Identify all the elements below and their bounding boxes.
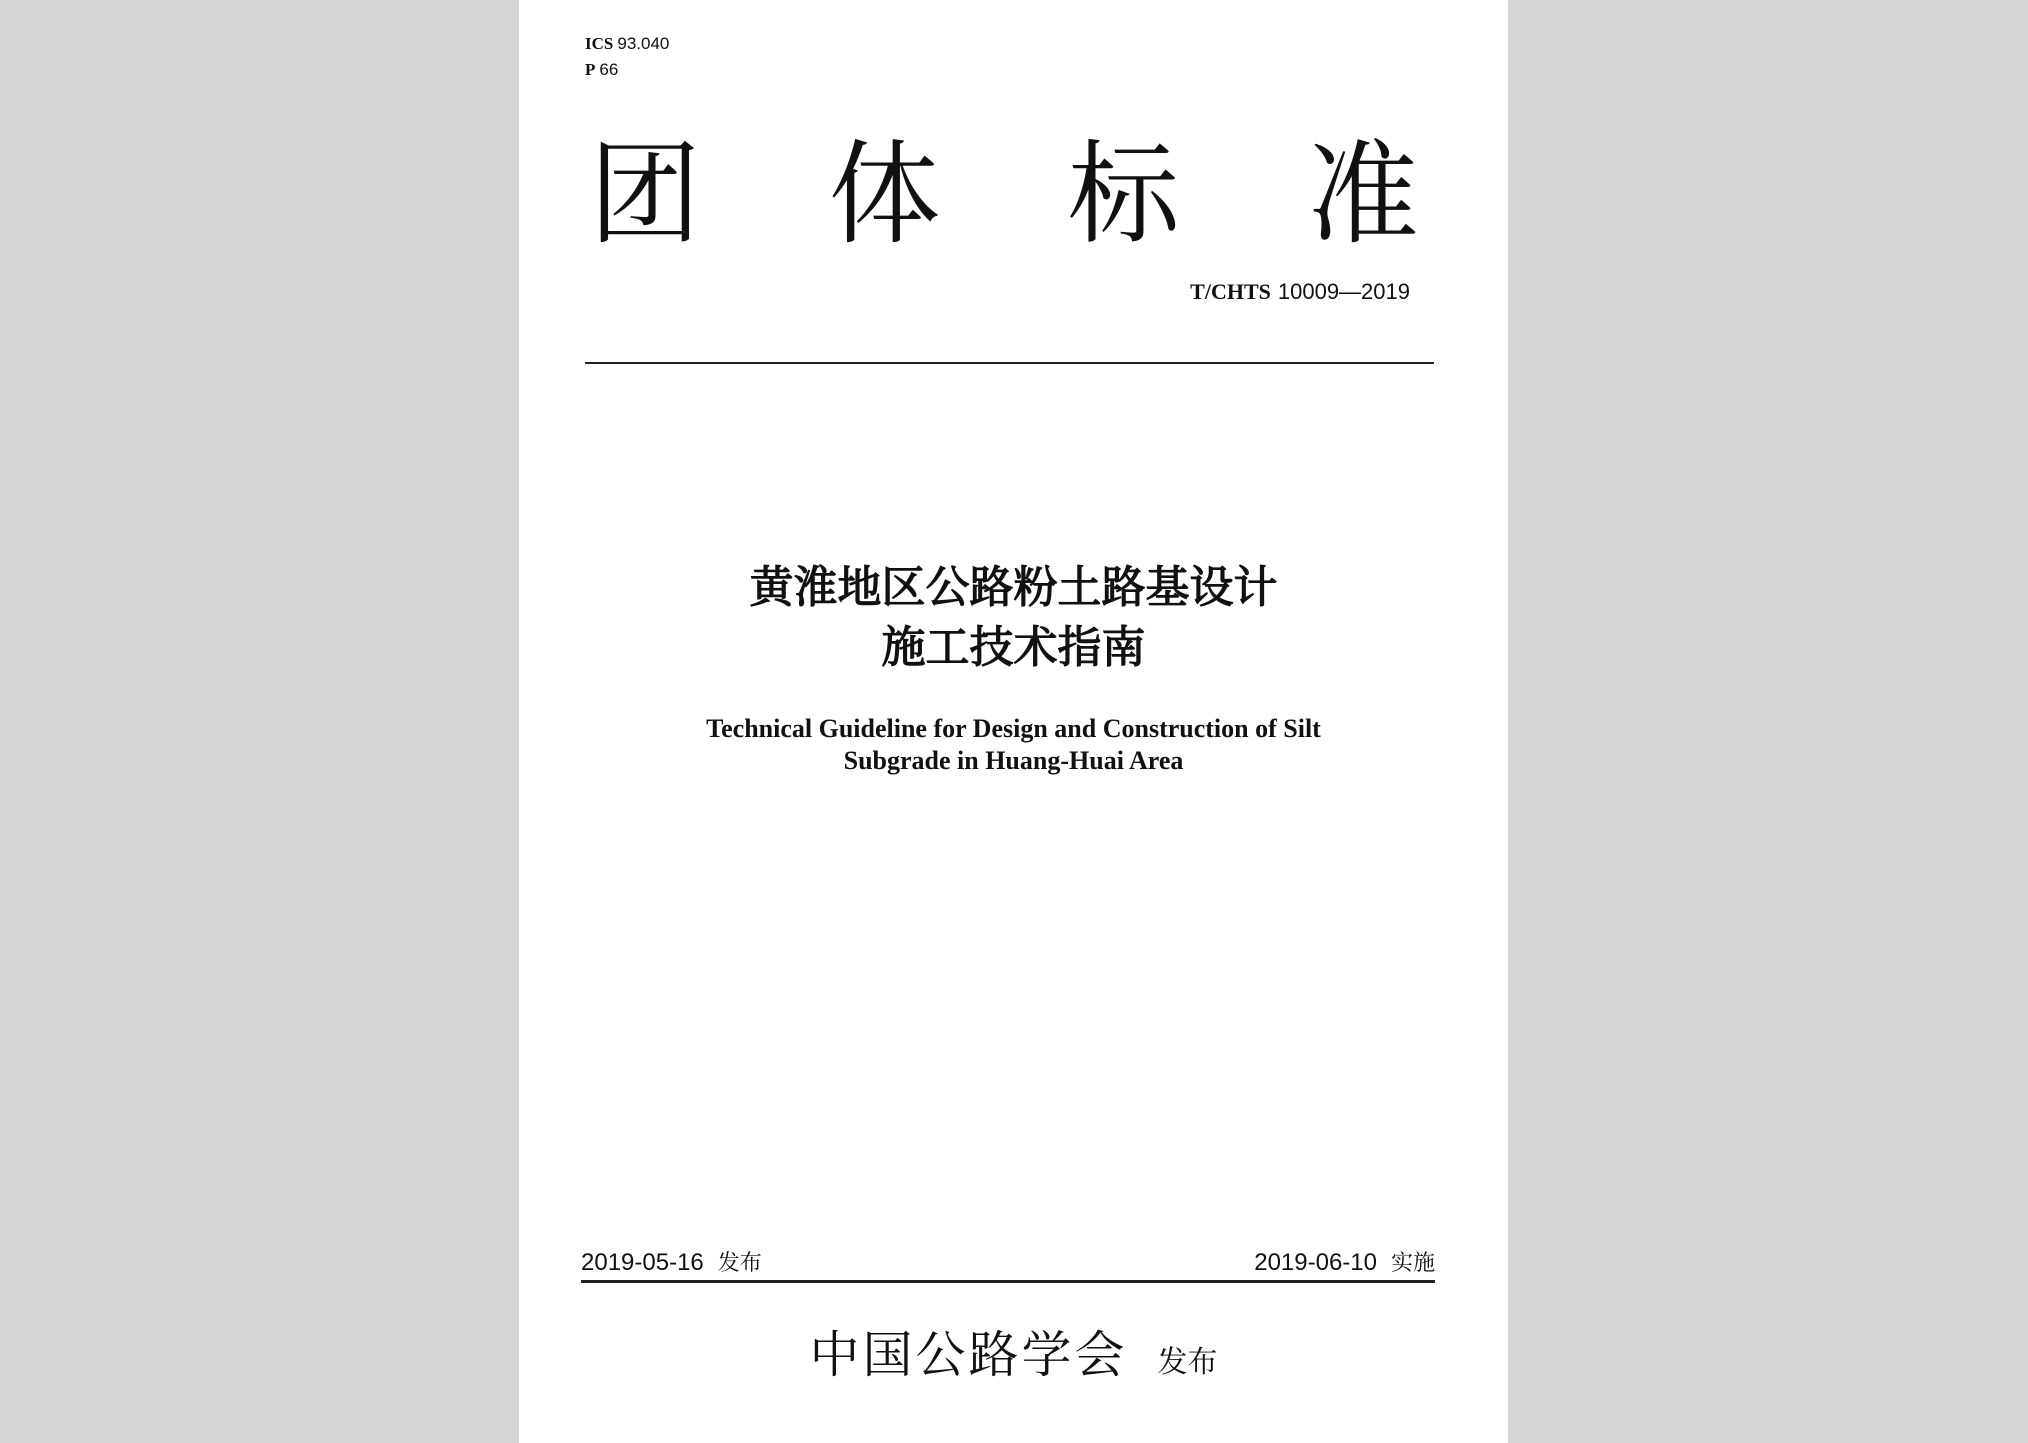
chinese-title-line: 施工技术指南 bbox=[881, 622, 1146, 673]
issue-date-block bbox=[581, 1245, 762, 1281]
bottom-divider bbox=[581, 1280, 1435, 1283]
english-title bbox=[519, 713, 1508, 777]
document-page bbox=[519, 0, 1508, 1443]
issue-label: 发布 bbox=[717, 1251, 762, 1276]
standard-type-char: 标 bbox=[1067, 130, 1180, 260]
standard-type-heading bbox=[589, 130, 1419, 260]
classification-codes bbox=[585, 31, 669, 83]
ics-line bbox=[585, 31, 669, 57]
implementation-label: 实施 bbox=[1390, 1251, 1435, 1276]
issue-date: 2019-05-16 bbox=[581, 1249, 704, 1276]
standard-type-char: 体 bbox=[828, 130, 941, 260]
top-divider bbox=[585, 362, 1434, 364]
p-value: 66 bbox=[599, 60, 619, 79]
standard-type-char: 团 bbox=[589, 130, 701, 260]
standard-number bbox=[1190, 279, 1410, 305]
dates-row bbox=[581, 1245, 1435, 1279]
ics-label: ICS bbox=[585, 34, 614, 53]
standard-code: T/CHTS bbox=[1190, 279, 1271, 304]
standard-number-value: 10009—2019 bbox=[1277, 279, 1410, 304]
publisher-line bbox=[519, 1325, 1508, 1393]
publisher-action: 发布 bbox=[1157, 1345, 1218, 1380]
implementation-date: 2019-06-10 bbox=[1254, 1249, 1377, 1276]
chinese-title bbox=[519, 558, 1508, 678]
standard-type-char: 准 bbox=[1306, 130, 1419, 260]
english-title-line: Technical Guideline for Design and Construction of Silt bbox=[706, 714, 1321, 743]
publisher-name: 中国公路学会 bbox=[809, 1326, 1128, 1384]
implementation-date-block bbox=[1254, 1245, 1435, 1281]
english-title-line: Subgrade in Huang-Huai Area bbox=[843, 746, 1184, 775]
p-label: P bbox=[585, 60, 596, 79]
chinese-title-line: 黄淮地区公路粉土路基设计 bbox=[749, 562, 1278, 613]
p-line bbox=[585, 57, 669, 83]
ics-value: 93.040 bbox=[617, 34, 670, 53]
